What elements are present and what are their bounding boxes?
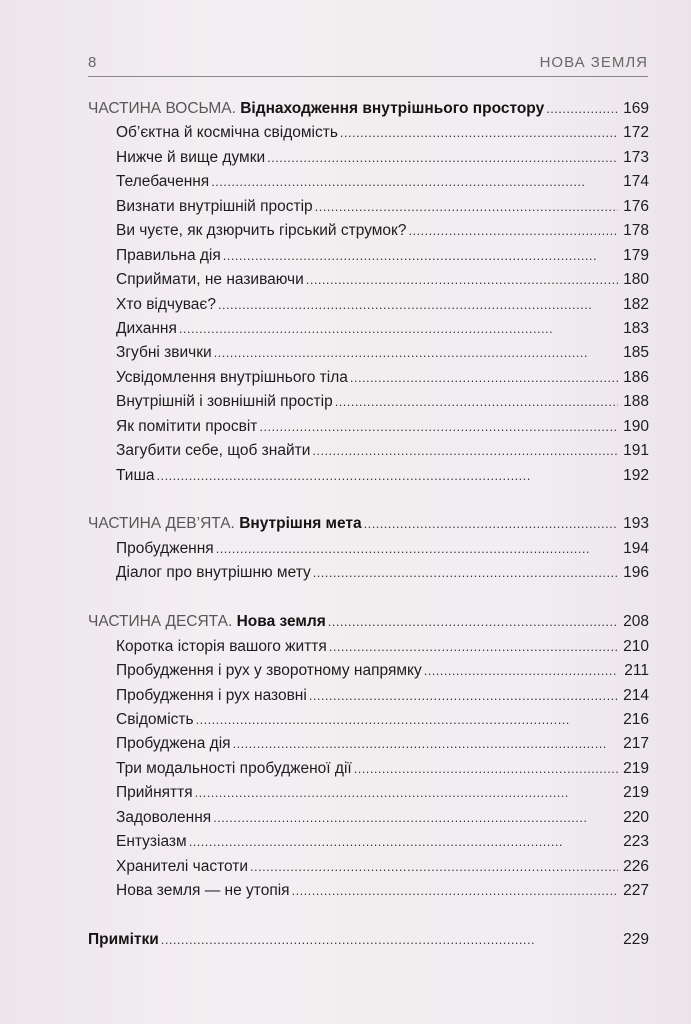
entry-title: Хранителі частоти <box>116 857 249 875</box>
running-title: НОВА ЗЕМЛЯ <box>539 54 648 71</box>
toc-entry <box>88 659 649 683</box>
dot-leader <box>424 659 618 683</box>
entry-title: Правильна дія <box>116 246 221 264</box>
page-ref: 192 <box>623 466 649 484</box>
toc-entry <box>88 170 649 194</box>
page-number: 8 <box>88 54 97 71</box>
entry-title: Усвідомлення внутрішнього тіла <box>116 368 348 386</box>
dot-leader <box>157 464 618 488</box>
entry-title: Об’єктна й космічна свідомість <box>116 124 338 142</box>
page-ref: 186 <box>623 368 649 386</box>
toc-entry <box>88 684 649 708</box>
page-ref: 219 <box>623 784 649 802</box>
toc-entry <box>88 537 649 561</box>
page-ref: 219 <box>623 759 649 777</box>
dot-leader <box>267 146 618 170</box>
part-label <box>88 512 362 536</box>
page-ref: 193 <box>623 515 649 533</box>
dot-leader <box>196 708 618 732</box>
page-ref: 229 <box>623 930 649 948</box>
dot-leader <box>350 366 618 390</box>
toc-entry <box>88 219 649 243</box>
toc-entry <box>88 366 649 390</box>
toc-entry <box>88 317 649 341</box>
dot-leader <box>259 415 618 439</box>
page-ref: 174 <box>623 173 649 191</box>
toc-entry <box>88 732 649 756</box>
entry-title: Коротка історія вашого життя <box>116 637 327 655</box>
part-label <box>88 97 544 121</box>
entry-title: Як помітити просвіт <box>116 417 258 435</box>
dot-leader <box>306 268 618 292</box>
page-ref: 220 <box>623 808 649 826</box>
entry-title: Нова земля — не утопія <box>116 882 290 899</box>
page-ref: 185 <box>623 344 649 362</box>
toc-entry <box>88 830 649 854</box>
entry-title: Пробудження <box>116 539 214 557</box>
toc-entry <box>88 390 649 414</box>
entry-title: Діалог про внутрішню мету <box>116 564 311 582</box>
entry-title: Ви чуєте, як дзюрчить гірський струмок? <box>116 222 407 240</box>
dot-leader <box>223 244 618 268</box>
toc-entry <box>88 415 649 439</box>
dot-leader <box>214 341 618 365</box>
page-ref: 216 <box>623 710 649 728</box>
part-number: ЧАСТИНА ДЕВ’ЯТА. <box>88 515 235 533</box>
page-ref: 172 <box>623 124 649 142</box>
entry-title: Визнати внутрішній простір <box>116 197 313 215</box>
notes-label: Примітки <box>88 930 159 948</box>
dot-leader <box>312 439 618 463</box>
page-ref: 180 <box>623 271 649 289</box>
dot-leader <box>546 97 618 121</box>
dot-leader <box>161 928 618 952</box>
toc-entry <box>88 146 649 170</box>
dot-leader <box>211 170 618 194</box>
entry-title: Пробудження і рух у зворотному напрямку <box>116 662 422 680</box>
entry-title: Свідомість <box>116 710 194 728</box>
dot-leader <box>335 390 618 414</box>
page-ref: 173 <box>623 148 649 166</box>
dot-leader <box>250 855 618 879</box>
dot-leader <box>218 293 618 317</box>
toc-entry <box>88 757 649 781</box>
toc-entry <box>88 195 649 219</box>
toc-part-heading <box>88 512 649 536</box>
toc-entry <box>88 268 649 292</box>
dot-leader <box>329 635 618 659</box>
entry-title: Хто відчуває? <box>116 295 216 313</box>
page-ref: 183 <box>623 319 649 337</box>
entry-title: Нижче й вище думки <box>116 148 266 166</box>
page-ref: 210 <box>623 637 649 655</box>
toc-notes-entry <box>88 928 649 952</box>
entry-title: Прийняття <box>116 784 193 802</box>
page-ref: 214 <box>623 686 649 704</box>
part-title: Нова земля <box>236 613 326 631</box>
entry-title: Сприймати, не називаючи <box>116 271 304 289</box>
page-ref: 227 <box>623 882 649 899</box>
toc-part-heading <box>88 97 649 121</box>
entry-title: Задоволення <box>116 808 212 826</box>
part-title: Віднаходження внутрішнього простору <box>240 100 545 117</box>
page-ref: 179 <box>623 246 649 264</box>
dot-leader <box>233 732 618 756</box>
entry-title: Загубити себе, щоб знайти <box>116 442 311 460</box>
entry-title: Внутрішній і зовнішній простір <box>116 393 333 411</box>
page-ref: 182 <box>623 295 649 313</box>
page-ref: 169 <box>623 100 649 117</box>
entry-title: Ентузіазм <box>116 833 187 851</box>
dot-leader <box>179 317 618 341</box>
page-ref: 211 <box>624 662 649 680</box>
dot-leader <box>189 830 618 854</box>
toc-entry <box>88 341 649 365</box>
dot-leader <box>315 195 618 219</box>
dot-leader <box>408 219 618 243</box>
dot-leader <box>292 879 618 903</box>
entry-title: Згубні звички <box>116 344 212 362</box>
toc-entry <box>88 635 649 659</box>
toc-entry <box>88 879 649 903</box>
dot-leader <box>195 781 618 805</box>
page-ref: 196 <box>623 564 649 582</box>
part-number: ЧАСТИНА ДЕСЯТА. <box>88 613 233 631</box>
dot-leader <box>364 512 618 536</box>
table-of-contents <box>88 97 649 952</box>
section-spacer <box>88 586 649 610</box>
toc-entry <box>88 244 649 268</box>
dot-leader <box>216 537 618 561</box>
running-header <box>88 52 648 77</box>
toc-entry <box>88 293 649 317</box>
page-ref: 190 <box>623 417 649 435</box>
entry-title: Тиша <box>116 466 155 484</box>
toc-entry <box>88 806 649 830</box>
toc-entry <box>88 464 649 488</box>
entry-title: Дихання <box>116 319 177 337</box>
toc-part-heading <box>88 610 649 634</box>
section-spacer <box>88 903 649 927</box>
dot-leader <box>313 561 618 585</box>
section-spacer <box>88 488 649 512</box>
dot-leader <box>213 806 618 830</box>
part-title: Внутрішня мета <box>239 515 362 533</box>
page-ref: 176 <box>623 197 649 215</box>
dot-leader <box>328 610 618 634</box>
entry-title: Пробуджена дія <box>116 735 231 753</box>
page-ref: 223 <box>623 833 649 851</box>
toc-entry <box>88 708 649 732</box>
page-ref: 188 <box>623 393 649 411</box>
part-number: ЧАСТИНА ВОСЬМА. <box>88 100 236 117</box>
page-ref: 178 <box>623 222 649 240</box>
part-label <box>88 610 326 634</box>
page-ref: 191 <box>623 442 649 460</box>
dot-leader <box>354 757 618 781</box>
toc-entry <box>88 855 649 879</box>
entry-title: Пробудження і рух назовні <box>116 686 307 704</box>
page-ref: 194 <box>623 539 649 557</box>
entry-title: Три модальності пробудженої дії <box>116 759 352 777</box>
dot-leader <box>309 684 618 708</box>
page-ref: 217 <box>623 735 649 753</box>
page-ref: 208 <box>623 613 649 631</box>
toc-entry <box>88 561 649 585</box>
toc-entry <box>88 781 649 805</box>
toc-entry <box>88 439 649 463</box>
dot-leader <box>340 121 618 145</box>
page-ref: 226 <box>623 857 649 875</box>
toc-entry <box>88 121 649 145</box>
entry-title: Телебачення <box>116 173 210 191</box>
